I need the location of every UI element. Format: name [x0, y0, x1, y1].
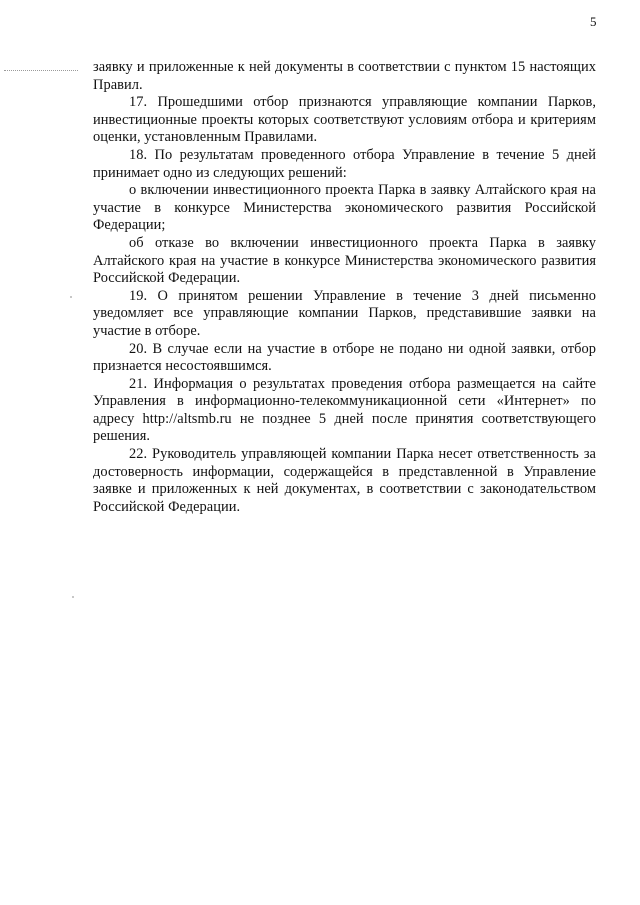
paragraph-17: 17. Прошедшими отбор признаются управляющие компании Парков, инвестиционные проекты которых соответствуют условиям отбора и критериям оценки, установленным Правилами.	[93, 94, 596, 146]
paragraph-19: 19. О принятом решении Управление в течение 3 дней письменно уведомляет все управляющие компании Парков, представившие заявки на участие в отборе.	[93, 287, 596, 339]
paragraph-decision-include: о включении инвестиционного проекта Парка в заявку Алтайского края на участие в конкурсе Министерства экономического развития Российской Федерации;	[93, 182, 596, 234]
margin-scan-dot	[72, 596, 74, 598]
paragraph-22: 22. Руководитель управляющей компании Парка несет ответственность за достоверность информации, содержащейся в представленной в Управление заявке и приложенных к ней документах, в соответствии с законодательством Российской Федерации.	[93, 446, 596, 515]
document-body	[93, 59, 596, 516]
margin-scan-dot	[70, 296, 72, 298]
page-number: 5	[590, 14, 597, 29]
paragraph-continuation: заявку и приложенные к ней документы в соответствии с пунктом 15 настоящих Правил.	[93, 59, 596, 93]
margin-scan-mark	[4, 70, 78, 71]
paragraph-decision-refuse: об отказе во включении инвестиционного проекта Парка в заявку Алтайского края на участие в конкурсе Министерства экономического развития Российской Федерации.	[93, 234, 596, 287]
paragraph-21: 21. Информация о результатах проведения отбора размещается на сайте Управления в информационно-телекоммуникационной сети «Интернет» по адресу http://altsmb.ru не позднее 5 дней после принятия соответствующего решения.	[93, 375, 596, 445]
paragraph-18: 18. По результатам проведенного отбора Управление в течение 5 дней принимает одно из следующих решений:	[93, 146, 596, 181]
paragraph-20: 20. В случае если на участие в отборе не подано ни одной заявки, отбор признается несостоявшимся.	[93, 340, 596, 375]
